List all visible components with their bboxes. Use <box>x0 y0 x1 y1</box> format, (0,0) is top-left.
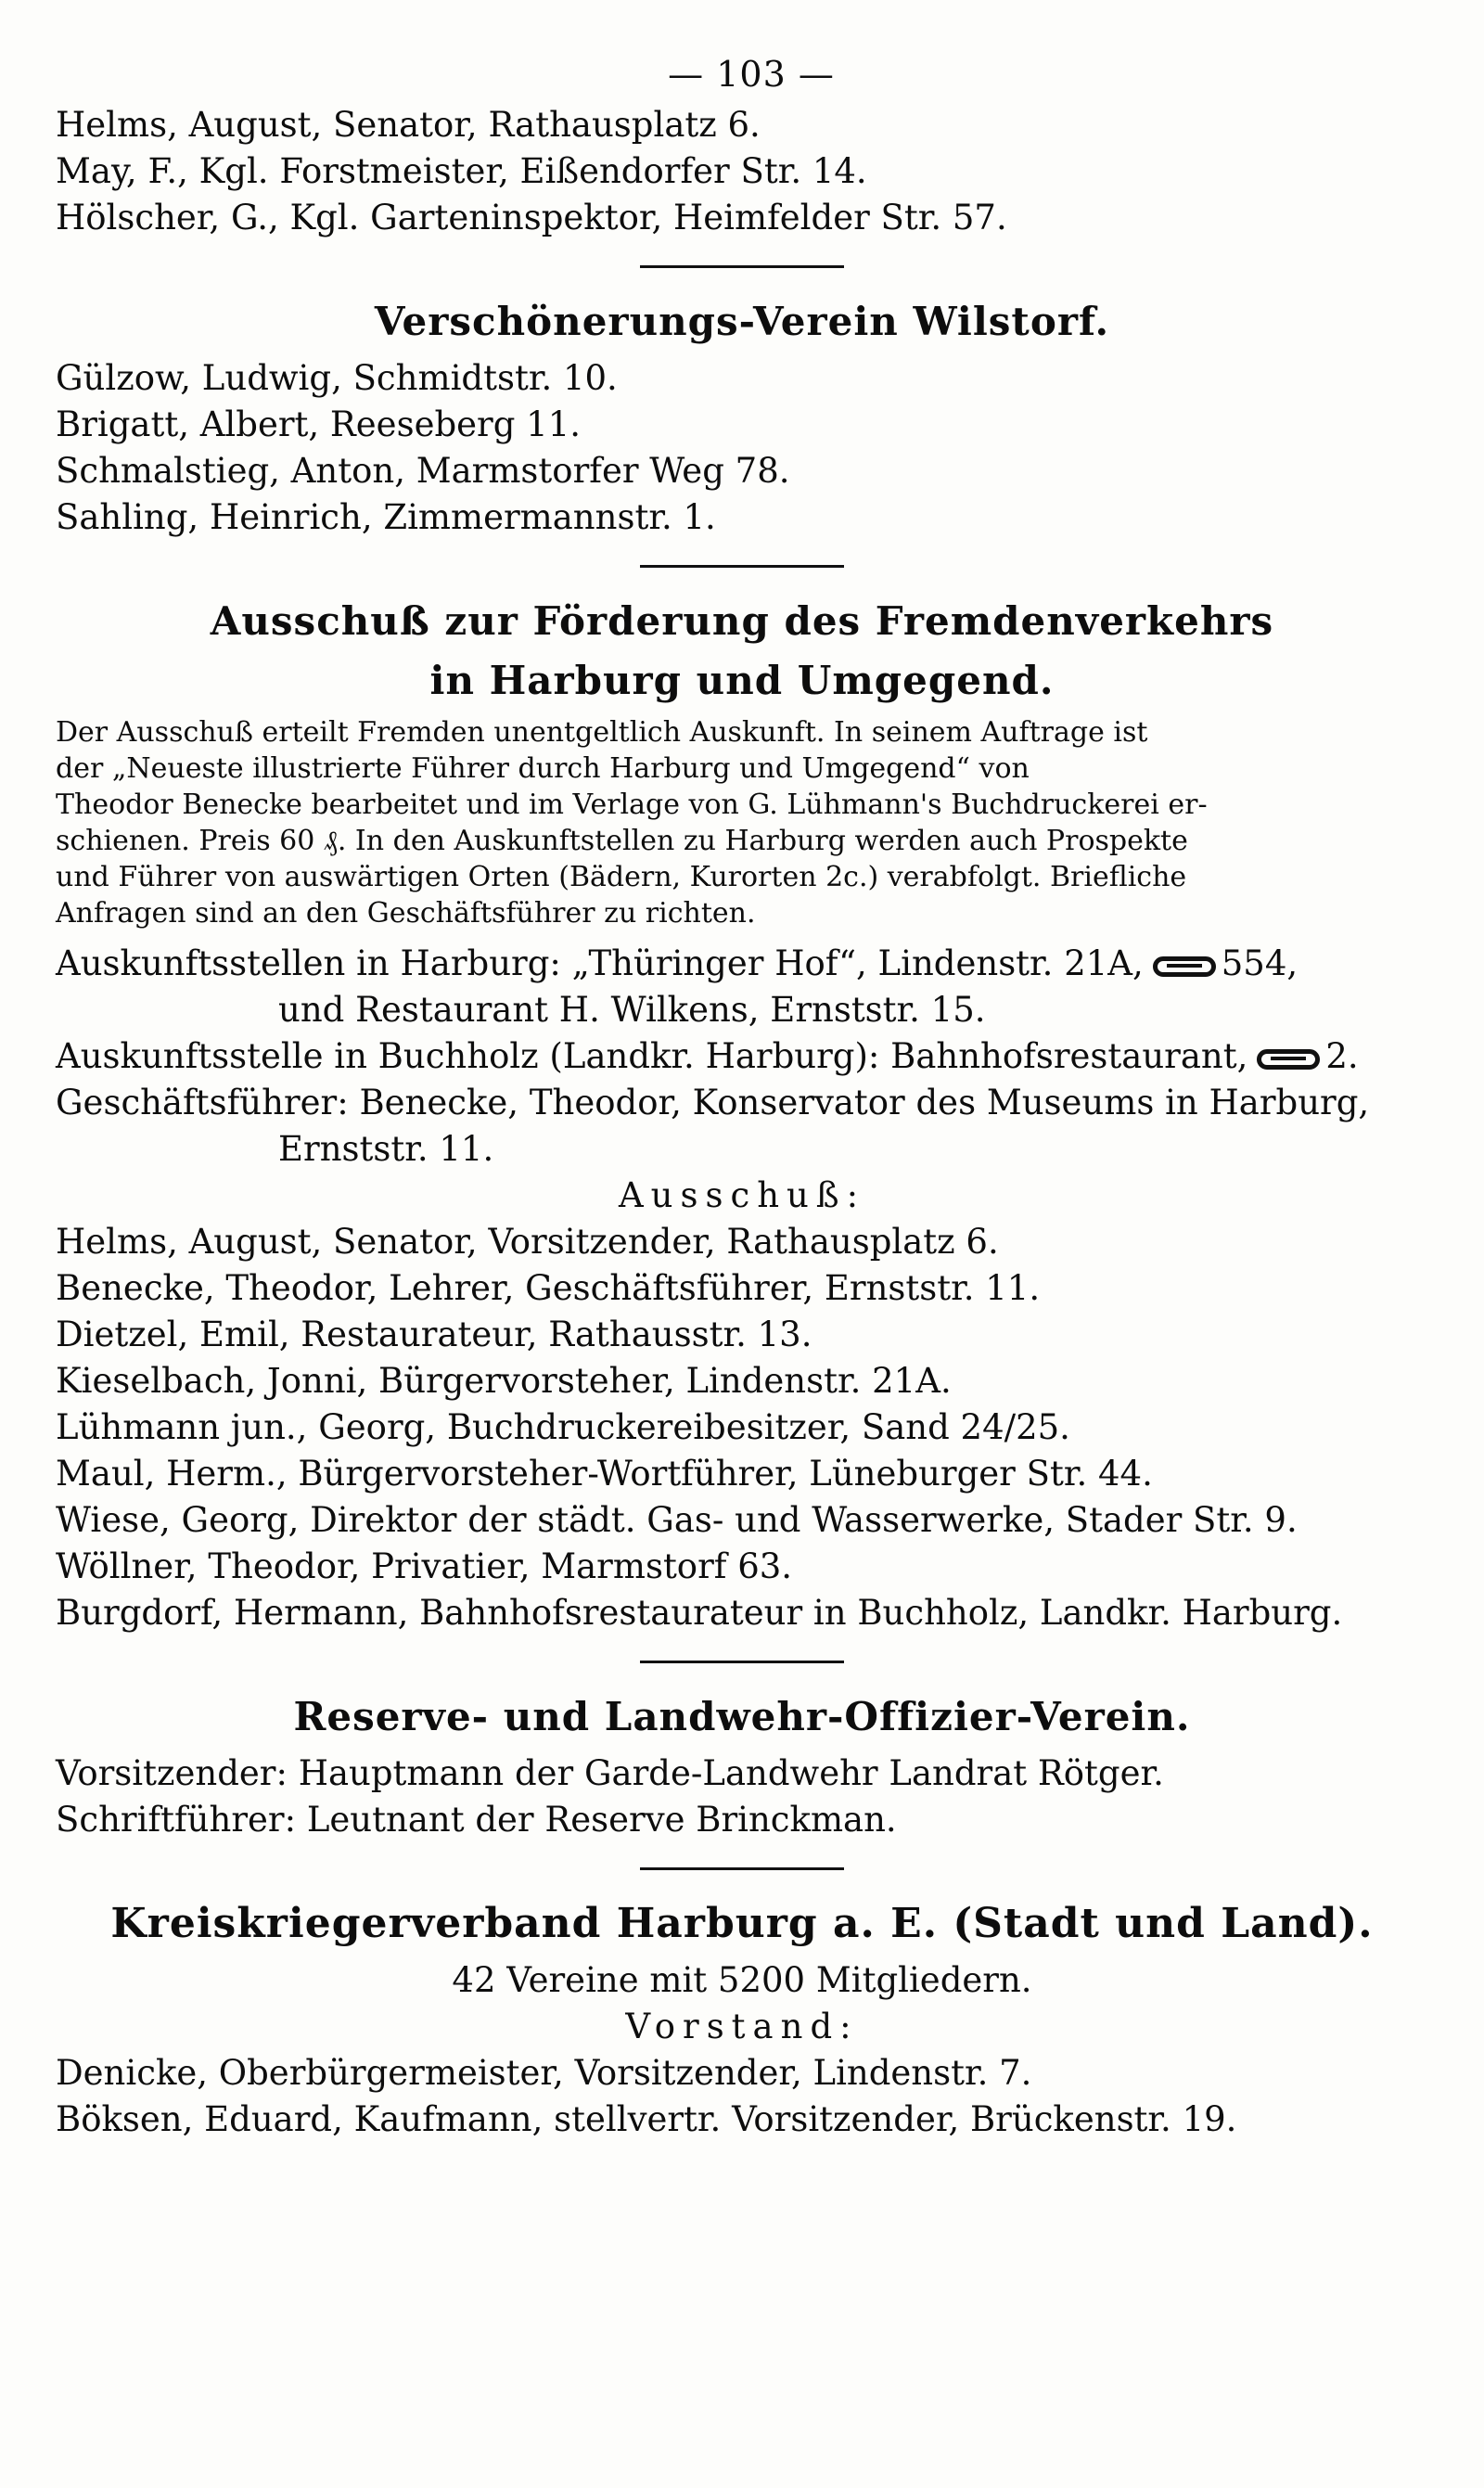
paragraph-line: der „Neueste illustrierte Führer durch Harburg und Umgegend“ von <box>56 752 1030 785</box>
section-subtitle: 42 Vereine mit 5200 Mitgliedern. <box>452 1960 1032 2000</box>
list-item: Helms, August, Senator, Vorsitzender, Rathausplatz 6. <box>56 1222 999 1262</box>
phone-number: 2. <box>1325 1036 1359 1076</box>
paragraph-line: Theodor Benecke bearbeitet und im Verlage von G. Lühmann's Buchdruckerei er- <box>56 789 1208 821</box>
section-title: Kreiskriegerverband Harburg a. E. (Stadt und Land). <box>110 1900 1374 1947</box>
section-fremdenverkehr <box>56 596 1428 1636</box>
section-wilstorf <box>56 296 1428 541</box>
section-title: Ausschuß zur Förderung des Fremdenverkehrs <box>210 598 1274 644</box>
list-item: Kieselbach, Jonni, Bürgervorsteher, Lindenstr. 21A. <box>56 1361 952 1401</box>
paragraph-line: schienen. Preis 60 ₰. In den Auskunftstellen zu Harburg werden auch Prospekte <box>56 825 1188 857</box>
list-item: Sahling, Heinrich, Zimmermannstr. 1. <box>56 497 716 537</box>
telephone-icon <box>1153 956 1216 977</box>
list-item: Gülzow, Ludwig, Schmidtstr. 10. <box>56 358 618 398</box>
info-line: Ernststr. 11. <box>278 1129 494 1169</box>
section-divider <box>640 1661 844 1663</box>
list-item: Schmalstieg, Anton, Marmstorfer Weg 78. <box>56 451 790 491</box>
list-item: Wiese, Georg, Direktor der städt. Gas- und Wasserwerke, Stader Str. 9. <box>56 1500 1298 1540</box>
info-line <box>56 1033 1428 1080</box>
section-title-continued: in Harburg und Umgegend. <box>429 658 1055 703</box>
info-line: Geschäftsführer: Benecke, Theodor, Konservator des Museums in Harburg, <box>56 1083 1370 1122</box>
list-item: Dietzel, Emil, Restaurateur, Rathausstr. 13. <box>56 1315 812 1354</box>
list-item: Benecke, Theodor, Lehrer, Geschäftsführer, Ernststr. 11. <box>56 1268 1041 1308</box>
committee-heading: Ausschuß: <box>618 1175 866 1215</box>
info-text: Auskunftsstellen in Harburg: „Thüringer Hof“, Lindenstr. 21A, <box>56 943 1144 983</box>
info-text: Auskunftsstelle in Buchholz (Landkr. Harburg): Bahnhofsrestaurant, <box>56 1036 1248 1076</box>
telephone-icon <box>1257 1049 1320 1070</box>
list-item: Hölscher, G., Kgl. Garteninspektor, Heimfelder Str. 57. <box>56 198 1007 237</box>
list-item: Burgdorf, Hermann, Bahnhofsrestaurateur in Buchholz, Landkr. Harburg. <box>56 1593 1343 1633</box>
section-divider <box>640 265 844 268</box>
paragraph-line: und Führer von auswärtigen Orten (Bädern, Kurorten 2c.) verabfolgt. Briefliche <box>56 861 1187 893</box>
info-line <box>56 941 1428 987</box>
section-divider <box>640 565 844 568</box>
section-divider <box>640 1867 844 1870</box>
list-item: Wöllner, Theodor, Privatier, Marmstorf 63. <box>56 1546 793 1586</box>
list-item: Lühmann jun., Georg, Buchdruckereibesitzer, Sand 24/25. <box>56 1407 1070 1447</box>
phone-number: 554, <box>1221 943 1298 983</box>
description-paragraph <box>56 714 1428 931</box>
section-title: Verschönerungs-Verein Wilstorf. <box>374 299 1110 344</box>
list-item: Böksen, Eduard, Kaufmann, stellvertr. Vorsitzender, Brückenstr. 19. <box>56 2099 1237 2139</box>
section-title: Reserve- und Landwehr-Offizier-Verein. <box>293 1694 1191 1739</box>
list-item: Brigatt, Albert, Reeseberg 11. <box>56 404 582 444</box>
paragraph-line: Anfragen sind an den Geschäftsführer zu richten. <box>56 897 756 930</box>
info-line: und Restaurant H. Wilkens, Ernststr. 15. <box>278 990 986 1030</box>
section-offizier <box>56 1691 1428 1843</box>
list-item: Maul, Herm., Bürgervorsteher-Wortführer, Lüneburger Str. 44. <box>56 1454 1153 1494</box>
section-krieger <box>56 1898 1428 2143</box>
board-heading: Vorstand: <box>625 2007 859 2046</box>
list-item: Denicke, Oberbürgermeister, Vorsitzender, Lindenstr. 7. <box>56 2053 1032 2093</box>
list-item: Vorsitzender: Hauptmann der Garde-Landwehr Landrat Rötger. <box>56 1753 1164 1793</box>
paragraph-line: Der Ausschuß erteilt Fremden unentgeltlich Auskunft. In seinem Auftrage ist <box>56 716 1148 749</box>
list-item: Schriftführer: Leutnant der Reserve Brinckman. <box>56 1800 897 1840</box>
top-entries <box>56 102 1428 241</box>
list-item: May, F., Kgl. Forstmeister, Eißendorfer Str. 14. <box>56 151 867 191</box>
list-item: Helms, August, Senator, Rathausplatz 6. <box>56 105 761 145</box>
page-number: — 103 — <box>668 54 835 95</box>
